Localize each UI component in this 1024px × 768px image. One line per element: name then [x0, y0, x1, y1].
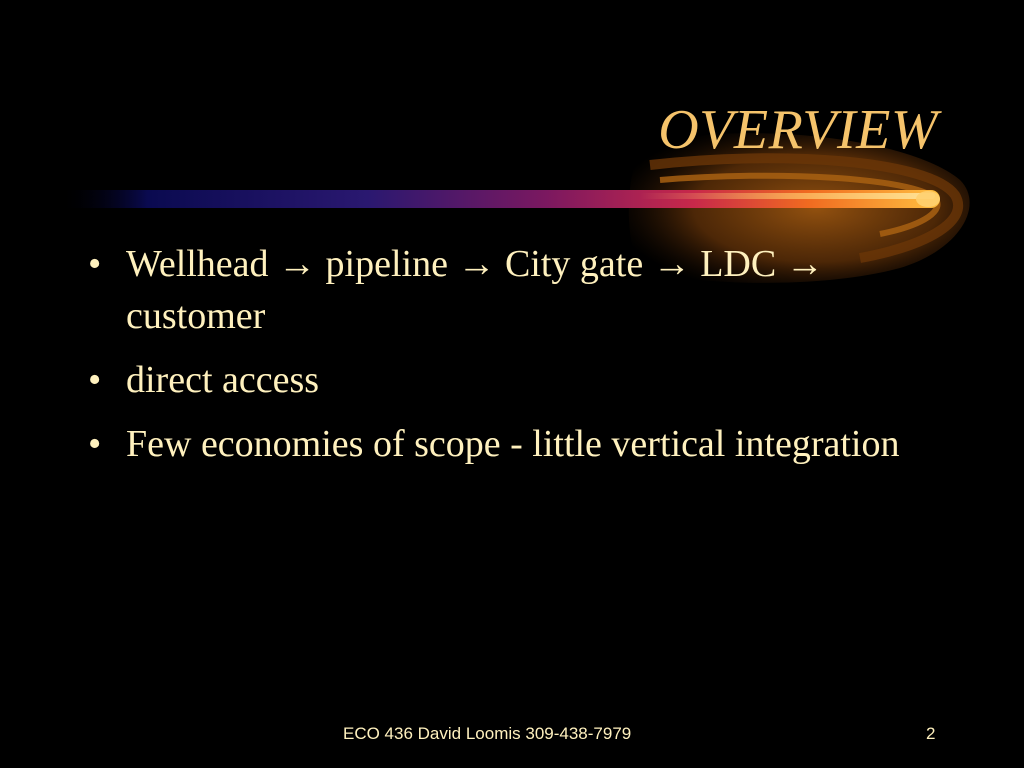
- slide-title: OVERVIEW: [658, 99, 938, 161]
- footer-text: ECO 436 David Loomis 309-438-7979: [343, 724, 632, 743]
- bullet-marker: •: [88, 359, 102, 401]
- bullet-text: Wellhead → pipeline → City gate → LDC → customer: [126, 243, 824, 337]
- streak-highlight: [640, 193, 935, 199]
- streak-tip: [916, 191, 940, 207]
- bullet-text: Few economies of scope - little vertical integration: [126, 423, 900, 465]
- bullet-marker: •: [88, 243, 102, 285]
- bullet-text: direct access: [126, 359, 320, 401]
- bullet-list: [86, 238, 926, 482]
- bullet-item-1: [86, 238, 926, 342]
- page-number: 2: [926, 724, 936, 743]
- bullet-marker: •: [88, 423, 102, 465]
- bullet-item-3: [86, 418, 926, 470]
- bullet-item-2: [86, 354, 926, 406]
